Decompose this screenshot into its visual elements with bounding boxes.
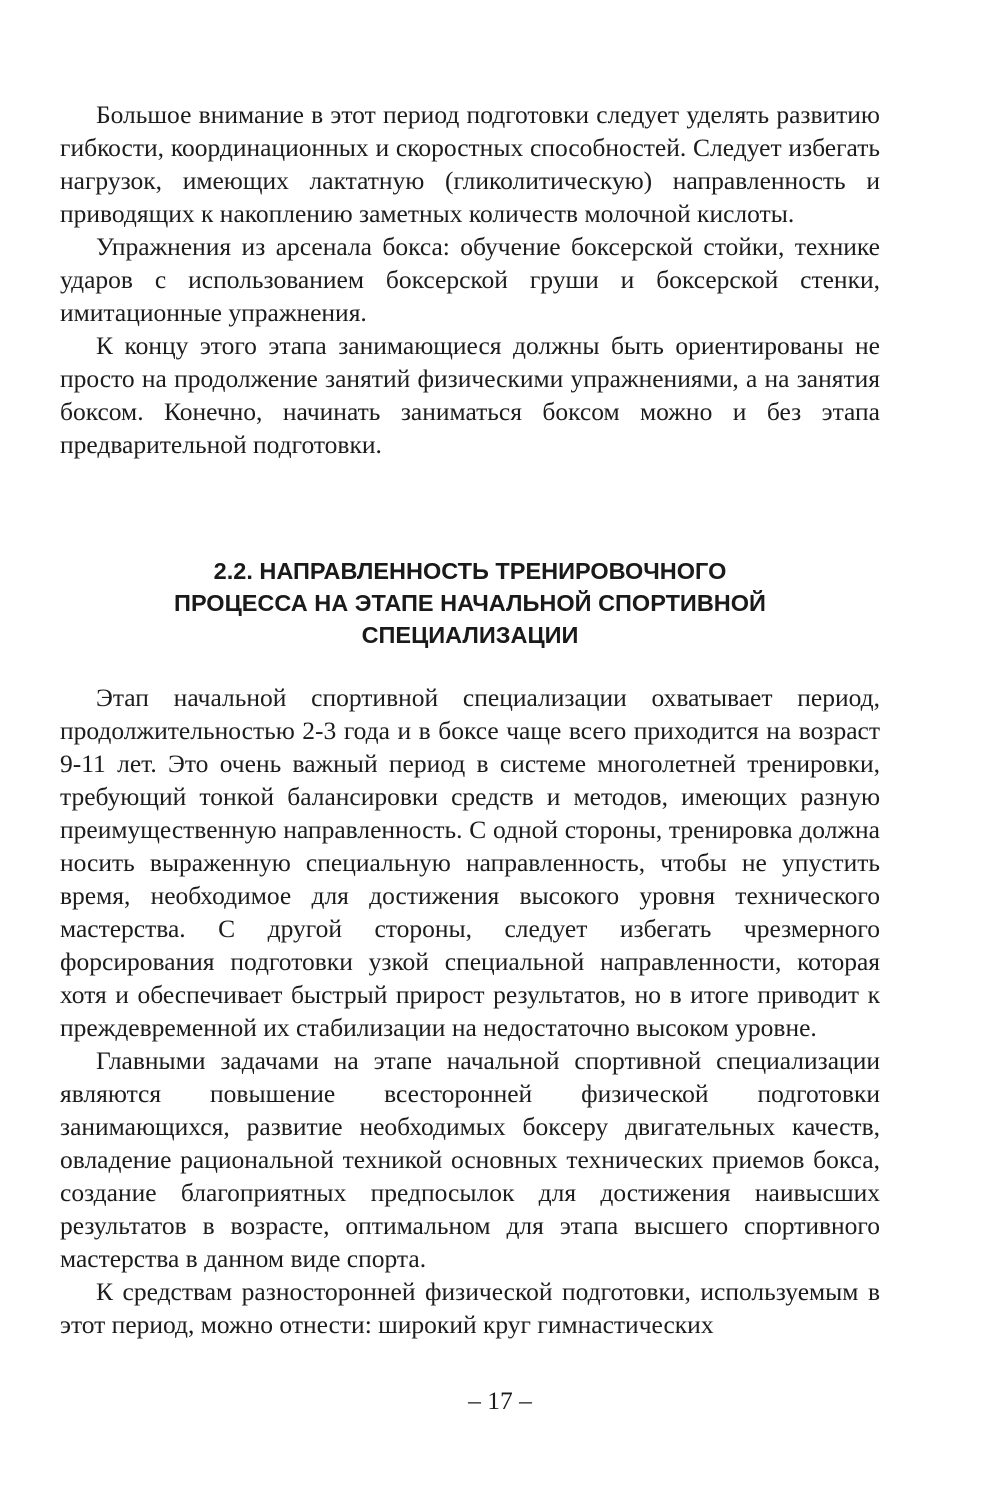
section-heading-line-3: СПЕЦИАЛИЗАЦИИ (361, 622, 579, 648)
section-heading (60, 555, 880, 651)
intro-text-block (60, 98, 880, 461)
paragraph-flexibility: Большое внимание в этот период подготовки следует уделять развитию гибкости, координационных и скоростных способностей. Следует избегать нагрузок, имеющих лактатную (гликолитическую) направленность и приводящих к накоплению заметных количеств молочной кислоты. (60, 100, 880, 228)
paragraph-specialization-stage: Этап начальной спортивной специализации охватывает период, продолжительностью 2-3 года и в боксе чаще всего приходится на возраст 9-11 лет. Это очень важный период в системе многолетней тренировки, требующий тонкой балансировки средств и методов, имеющих разную преимущественную направленность. С одной стороны, тренировка должна носить выраженную специальную направленность, чтобы не упустить время, необходимое для достижения высокого уровня технического мастерства. С другой стороны, следует избегать чрезмерного форсирования подготовки узкой специальной направленности, которая хотя и обеспечивает быстрый прирост результатов, но в итоге приводит к преждевременной их стабилизации на недостаточно высоком уровне. (60, 683, 880, 1042)
section-text-block (60, 681, 880, 1341)
page-number: – 17 – (468, 1386, 532, 1415)
paragraph-training-means: К средствам разносторонней физической подготовки, используемым в этот период, можно отнести: широкий круг гимнастических (60, 1277, 880, 1339)
paragraph-main-tasks: Главными задачами на этапе начальной спортивной специализации являются повышение всесторонней физической подготовки занимающихся, развитие необходимых боксеру двигательных качеств, овладение рациональной техникой основных технических приемов бокса, создание благоприятных предпосылок для достижения наивысших результатов в возрасте, оптимальном для этапа высшего спортивного мастерства в данном виде спорта. (60, 1046, 880, 1273)
section-heading-line-2: ПРОЦЕССА НА ЭТАПЕ НАЧАЛЬНОЙ СПОРТИВНОЙ (174, 590, 766, 616)
paragraph-boxing-exercises: Упражнения из арсенала бокса: обучение боксерской стойки, технике ударов с использованием боксерской груши и боксерской стенки, имитационные упражнения. (60, 232, 880, 327)
section-heading-line-1: 2.2. НАПРАВЛЕННОСТЬ ТРЕНИРОВОЧНОГО (213, 558, 727, 584)
paragraph-stage-end: К концу этого этапа занимающиеся должны быть ориентированы не просто на продолжение занятий физическими упражнениями, а на занятия боксом. Конечно, начинать заниматься боксом можно и без этапа предварительной подготовки. (60, 331, 880, 459)
